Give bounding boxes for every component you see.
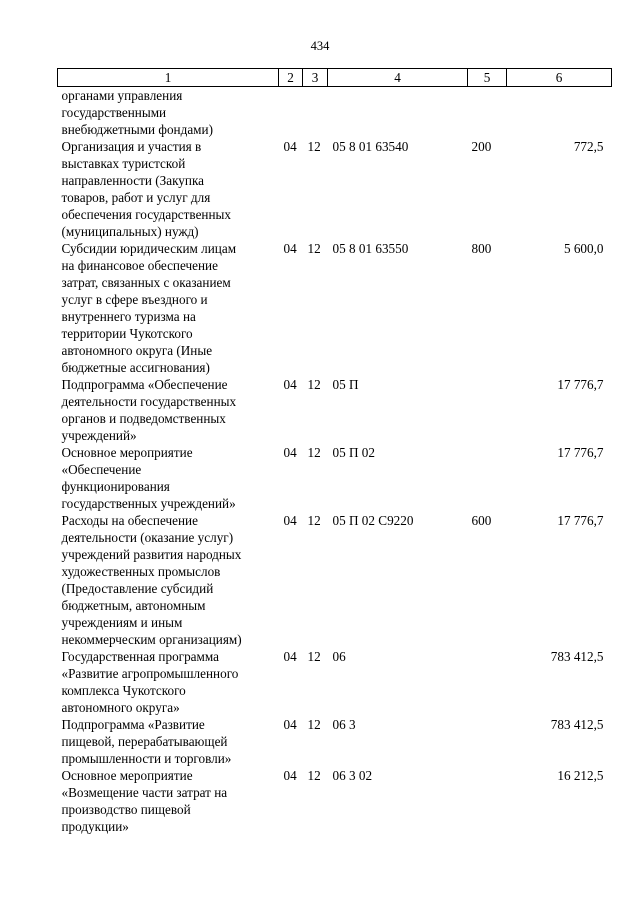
row-subsection: 12 [307, 513, 321, 528]
table-row [58, 648, 612, 716]
row-section: 04 [283, 649, 297, 664]
row-subsection: 12 [307, 649, 321, 664]
row-amount: 17 776,7 [557, 445, 604, 460]
table-header-row [58, 69, 612, 87]
row-section: 04 [283, 513, 297, 528]
row-section: 04 [283, 241, 297, 256]
budget-table [57, 68, 612, 835]
row-expense-type [468, 376, 507, 444]
row-subsection: 12 [307, 768, 321, 783]
row-amount: 17 776,7 [557, 377, 604, 392]
row-expense-type [468, 444, 507, 512]
row-name: Подпрограмма «Развитие пищевой, перерабатывающей промышленности и торговли» [61, 717, 232, 766]
row-expense-type [468, 767, 507, 835]
row-name: органами управления государственными внебюджетными фондами) [61, 88, 213, 137]
table-row [58, 512, 612, 648]
table-row [58, 444, 612, 512]
row-name: Государственная программа «Развитие агропромышленного комплекса Чукотского автономного округа» [61, 649, 239, 715]
row-expense-type [468, 648, 507, 716]
page-number: 434 [310, 39, 330, 53]
row-expense-type: 800 [471, 241, 492, 256]
row-section: 04 [283, 445, 297, 460]
table-row [58, 767, 612, 835]
row-expense-type [468, 716, 507, 767]
table-row [58, 716, 612, 767]
row-amount: 783 412,5 [550, 649, 604, 664]
row-section: 04 [283, 717, 297, 732]
row-subsection: 12 [307, 717, 321, 732]
row-target-code [328, 87, 468, 139]
row-expense-type: 600 [471, 513, 492, 528]
row-name: Подпрограмма «Обеспечение деятельности государственных органов и подведомственных учреждений» [61, 377, 237, 443]
row-target-code: 05 8 01 63550 [332, 241, 409, 256]
row-subsection: 12 [307, 139, 321, 154]
row-name: Субсидии юридическим лицам на финансовое обеспечение затрат, связанных с оказанием услуг в сфере въездного и внутреннего туризма на территории Чукотского автономного округа (Иные бюджетные ассигнования) [61, 241, 237, 375]
row-name: Расходы на обеспечение деятельности (оказание услуг) учреждений развития народных художественных промыслов (Предоставление субсидий бюджетным, автономным учреждениям и иным некоммерческим организациям) [61, 513, 242, 647]
table-row [58, 138, 612, 240]
row-subsection: 12 [307, 241, 321, 256]
row-name: Основное мероприятие «Возмещение части затрат на производство пищевой продукции» [61, 768, 228, 834]
row-section: 04 [283, 768, 297, 783]
row-target-code: 05 П 02 [332, 445, 375, 460]
table-row [58, 240, 612, 376]
column-header: 4 [328, 69, 468, 87]
row-amount: 16 212,5 [557, 768, 604, 783]
row-subsection: 12 [307, 377, 321, 392]
row-section [279, 87, 303, 139]
column-header: 1 [58, 69, 279, 87]
column-header: 6 [507, 69, 612, 87]
row-target-code: 06 3 [332, 717, 356, 732]
row-name: Организация и участия в выставках туристской направленности (Закупка товаров, работ и услуг для обеспечения государственных (муниципальных) нужд) [61, 139, 231, 239]
row-name: Основное мероприятие «Обеспечение функционирования государственных учреждений» [61, 445, 236, 511]
row-amount: 17 776,7 [557, 513, 604, 528]
row-amount [507, 87, 612, 139]
column-header: 3 [303, 69, 328, 87]
row-target-code: 06 3 02 [332, 768, 373, 783]
row-section: 04 [283, 139, 297, 154]
row-expense-type [468, 87, 507, 139]
table-row [58, 376, 612, 444]
row-amount: 772,5 [573, 139, 604, 154]
row-subsection [303, 87, 328, 139]
row-expense-type: 200 [471, 139, 492, 154]
row-amount: 783 412,5 [550, 717, 604, 732]
row-subsection: 12 [307, 445, 321, 460]
row-target-code: 05 П 02 С9220 [332, 513, 414, 528]
table-row [58, 87, 612, 139]
column-header: 5 [468, 69, 507, 87]
row-target-code: 06 [332, 649, 346, 664]
row-target-code: 05 П [332, 377, 359, 392]
row-amount: 5 600,0 [563, 241, 604, 256]
row-target-code: 05 8 01 63540 [332, 139, 409, 154]
column-header: 2 [279, 69, 303, 87]
row-section: 04 [283, 377, 297, 392]
